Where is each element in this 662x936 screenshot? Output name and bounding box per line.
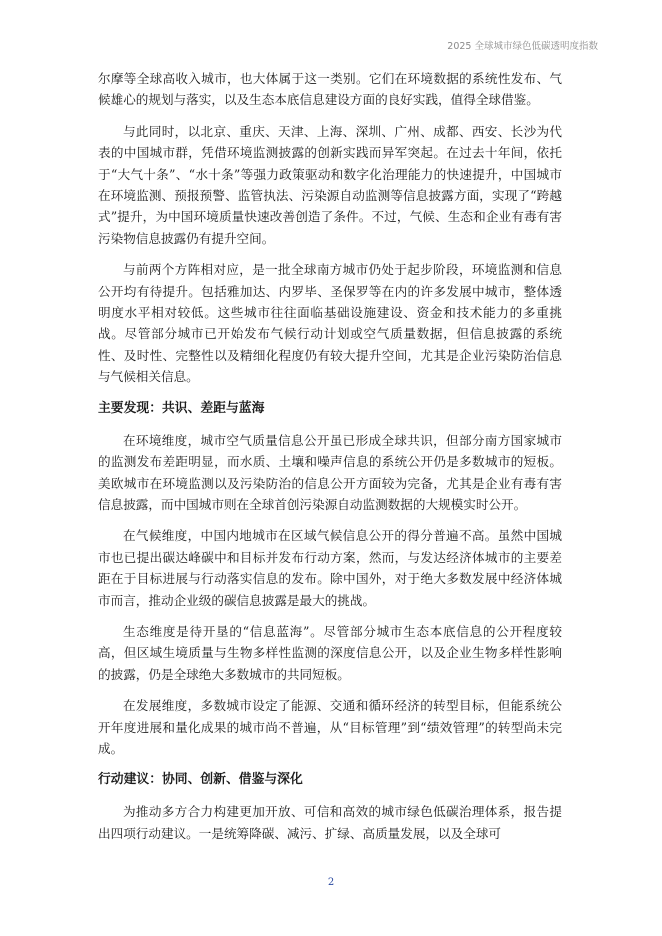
paragraph: 在气候维度，中国内地城市在区域气候信息公开的得分普遍不高。虽然中国城市也已提出碳达峰碳中和目标并发布行动方案，然而，与发达经济体城市的主要差距在于目标进展与行动落实信息的发布。除中国外，对于绝大多数发展中经济体城市而言，推动企业级的碳信息披露是最大的挑战。 [98, 528, 562, 608]
paragraph: 与前两个方阵相对应，是一批全球南方城市仍处于起步阶段，环境监测和信息公开均有待提升。包括雅加达、内罗毕、圣保罗等在内的许多发展中城市，整体透明度水平相对较低。这些城市往往面临基础设施建设、资金和技术能力的多重挑战。尽管部分城市已开始发布气候行动计划或空气质量数据，但信息披露的系统性、及时性、完整性以及精细化程度仍有较大提升空间，尤其是企业污染防治信息与气候相关信息。 [98, 262, 562, 385]
document-body [98, 68, 562, 854]
paragraph: 尔摩等全球高收入城市，也大体属于这一类别。它们在环境数据的系统性发布、气候雄心的规划与落实，以及生态本底信息建设方面的良好实践，值得全球借鉴。 [98, 71, 562, 108]
paragraph: 与此同时，以北京、重庆、天津、上海、深圳、广州、成都、西安、长沙为代表的中国城市群，凭借环境监测披露的创新实践而异军突起。在过去十年间，依托于“大气十条”、“水十条”等强力政策驱动和数字化治理能力的快速提升，中国城市在环境监测、预报预警、监管执法、污染源自动监测等信息披露方面，实现了“跨越式”提升，为中国环境质量快速改善创造了条件。不过，气候、生态和企业有毒有害污染物信息披露仍有提升空间。 [98, 123, 562, 246]
page-number: 2 [327, 877, 335, 888]
paragraph: 生态维度是待开垦的“信息蓝海”。尽管部分城市生态本底信息的公开程度较高，但区域生境质量与生物多样性监测的深度信息公开，以及企业生物多样性影响的披露，仍是全球绝大多数城市的共同短板。 [98, 623, 562, 682]
paragraph: 在环境维度，城市空气质量信息公开虽已形成全球共识，但部分南方国家城市的监测发布差距明显，而水质、土壤和噪声信息的系统公开仍是多数城市的短板。美欧城市在环境监测以及污染防治的信息公开方面较为完备，尤其是企业有毒有害信息披露，而中国城市则在全球首创污染源自动监测数据的大规模实时公开。 [98, 432, 562, 512]
section-heading-recommendations: 行动建议：协同、创新、借鉴与深化 [98, 772, 303, 788]
paragraph: 为推动多方合力构建更加开放、可信和高效的城市绿色低碳治理体系，报告提出四项行动建议。一是统筹降碳、减污、扩绿、高质量发展，以及全球可 [98, 804, 562, 841]
paragraph: 在发展维度，多数城市设定了能源、交通和循环经济的转型目标，但能系统公开年度进展和量化成果的城市尚不普遍，从“目标管理”到“绩效管理”的转型尚未完成。 [98, 698, 562, 756]
section-heading-findings: 主要发现：共识、差距与蓝海 [98, 400, 265, 416]
running-header: 2025 全球城市绿色低碳透明度指数 [447, 41, 598, 52]
